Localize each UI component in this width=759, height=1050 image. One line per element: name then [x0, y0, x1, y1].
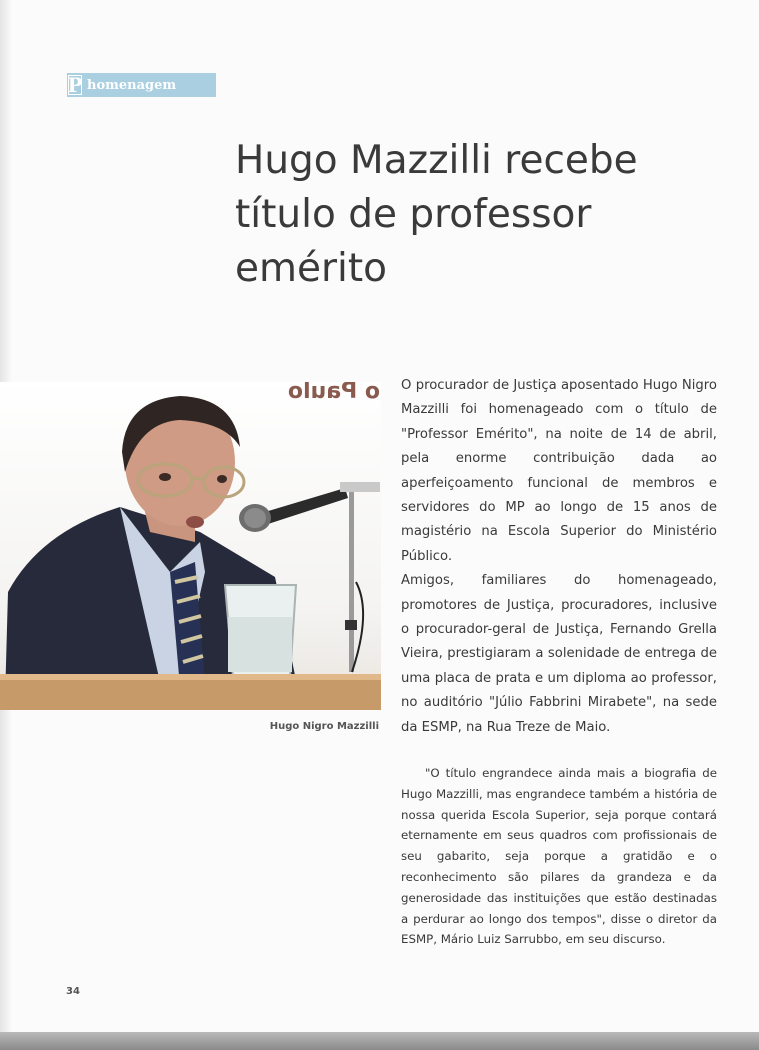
article-photo [0, 382, 381, 710]
section-label: homenagem [87, 77, 177, 93]
publication-logo-icon: P [67, 73, 83, 97]
backdrop-text: ο Ρaulo [287, 382, 380, 404]
photo-caption: Hugo Nigro Mazzilli [269, 721, 379, 732]
speaker-illustration [0, 382, 381, 710]
body-paragraph: Amigos, familiares do homenageado, promotores de Justiça, procuradores, inclusive o procurador-geral de Justiça, Fernando Grella Vieira, prestigiaram a solenidade de entrega de uma placa de prata e um diploma ao professor, no auditório "Júlio Fabbrini Mirabete", na sede da ESMP, na Rua Treze de Maio. [401, 573, 717, 735]
page-number: 34 [66, 986, 80, 997]
body-paragraph: O procurador de Justiça aposentado Hugo Nigro Mazzilli foi homenageado com o título de "Professor Emérito", na noite de 14 de abril, pela enorme contribuição dada ao aperfeiçoamento funcional de membros e servidores do MP ao longo de 15 anos de magistério na Escola Superior do Ministério Público. [401, 378, 717, 564]
page-bottom-edge [0, 1032, 759, 1050]
section-tag [67, 73, 216, 97]
article-quote: "O título engrandece ainda mais a biografia de Hugo Mazzilli, mas engrandece também a história de nossa querida Escola Superior, seja porque contará eternamente em seus quadros com profissionais de seu gabarito, seja porque a gratidão e o reconhecimento são pilares da grandeza e da generosidade das instituições que estão destinadas a perdurar ao longo dos tempos", disse o diretor da ESMP, Mário Luiz Sarrubbo, em seu discurso. [401, 766, 717, 947]
article-title: Hugo Mazzilli recebe título de professor emérito [235, 138, 638, 291]
article-body [401, 374, 717, 740]
